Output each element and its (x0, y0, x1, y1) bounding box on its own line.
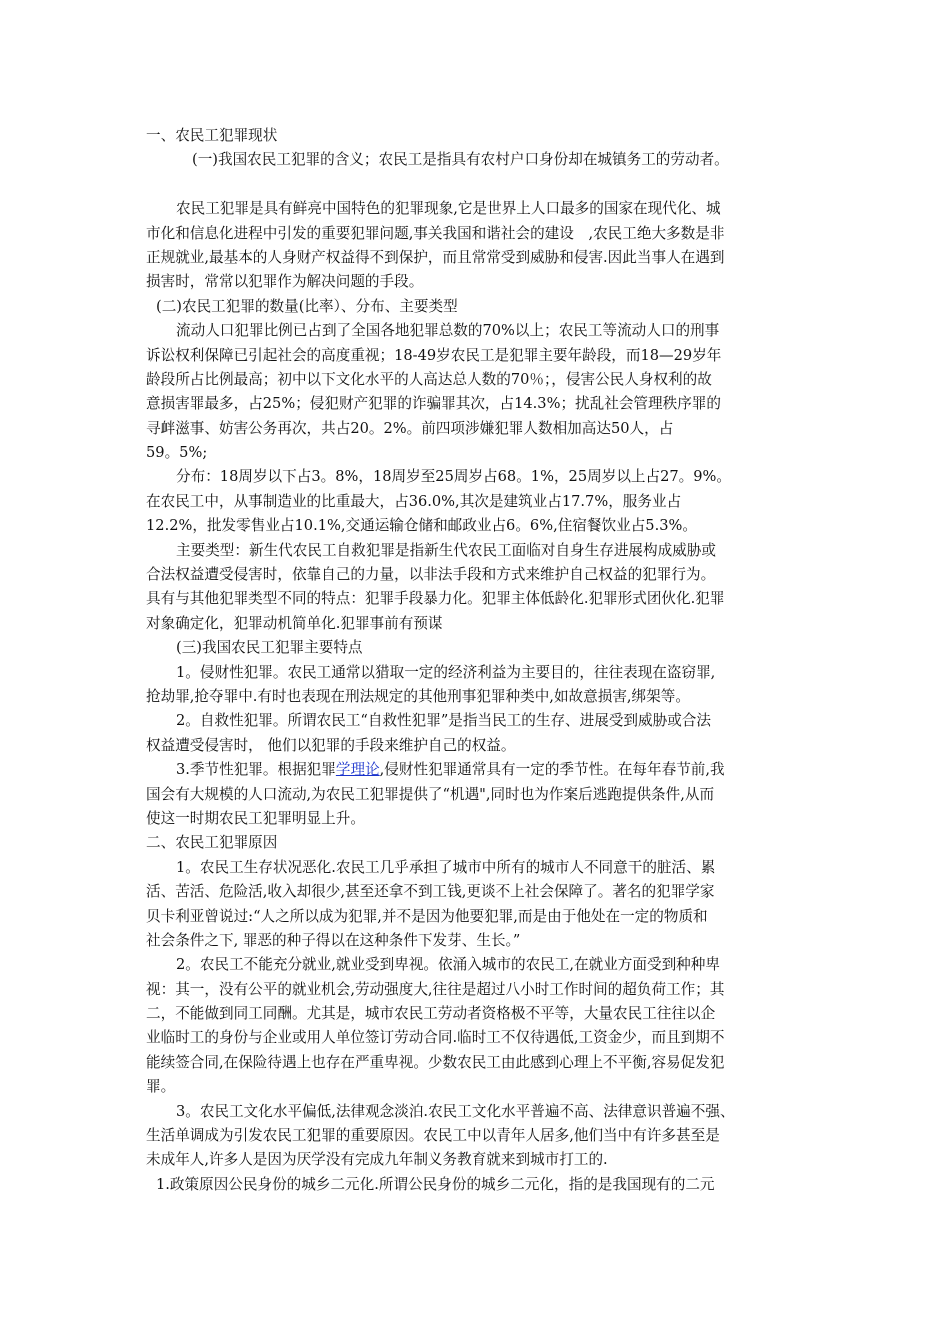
text-line: 未成年人,许多人是因为厌学没有完成九年制义务教育就来到城市打工的. (146, 1151, 608, 1169)
text-line: 2。自救性犯罪。所谓农民工“自救性犯罪”是指当民工的生存、进展受到威胁或合法 (176, 712, 711, 730)
text-line: 主要类型：新生代农民工自救犯罪是指新生代农民工面临对自身生存进展构成威胁或 (176, 541, 716, 559)
text-line: 1.政策原因公民身份的城乡二元化.所谓公民身份的城乡二元化，指的是我国现有的二元 (156, 1175, 715, 1193)
text-line: 诉讼权利保障已引起社会的高度重视；18-49岁农民工是犯罪主要年龄段，而18—29岁年 (146, 346, 722, 364)
blank-line (146, 173, 814, 197)
text-line: 罪。 (146, 1078, 176, 1096)
text-line: 二，不能做到同工同酬。尤其是，城市农民工劳动者资格极不平等，大量农民工往往以企 (146, 1005, 716, 1023)
text-line (146, 758, 814, 782)
text-line: 农民工犯罪是具有鲜亮中国特色的犯罪现象,它是世界上人口最多的国家在现代化、城 (176, 200, 721, 218)
text-line: 流动人口犯罪比例已占到了全国各地犯罪总数的70%以上；农民工等流动人口的刑事 (176, 322, 720, 340)
text-line: 生活单调成为引发农民工犯罪的重要原因。农民工中以青年人居多,他们当中有许多甚至是 (146, 1127, 720, 1145)
text-line: 2。农民工不能充分就业,就业受到卑视。依涌入城市的农民工,在就业方面受到种种卑 (176, 956, 720, 974)
text-line: 市化和信息化进程中引发的重要犯罪问题,事关我国和谐社会的建设 ,农民工绝大多数是非 (146, 224, 725, 242)
text-line: 1。侵财性犯罪。农民工通常以猎取一定的经济利益为主要目的，往往表现在盗窃罪, (176, 663, 716, 681)
text-line: 使这一时期农民工犯罪明显上升。 (146, 809, 365, 827)
document-body (146, 124, 814, 1197)
inline-link[interactable]: 学理论 (335, 761, 380, 779)
text-line: 正规就业,最基本的人身财产权益得不到保护，而且常常受到威胁和侵害.因此当事人在遇到 (146, 248, 725, 266)
text-line: 抢劫罪,抢夺罪中.有时也表现在刑法规定的其他刑事犯罪种类中,如故意损害,绑架等。 (146, 687, 690, 705)
text-line: 视：其一，没有公平的就业机会,劳动强度大,往往是超过八小时工作时间的超负荷工作；其 (146, 980, 725, 998)
text-line: 社会条件之下, 罪恶的种子得以在这种条件下发芽、生长。” (146, 931, 521, 949)
text-line: (一)我国农民工犯罪的含义；农民工是指具有农村户口身份却在城镇务工的劳动者。 (192, 151, 729, 169)
text-line: 在农民工中，从事制造业的比重最大，占36.0%,其次是建筑业占17.7%，服务业占 (146, 492, 682, 510)
text-line: 12.2%，批发零售业占10.1%,交通运输仓储和邮政业占6。6%,住宿餐饮业占5.3%。 (146, 517, 697, 535)
text-line: 寻衅滋事、妨害公务再次，共占20。2%。前四项涉嫌犯罪人数相加高达50人，占 (146, 419, 674, 437)
text-line: 业临时工的身份与企业或用人单位签订劳动合同.临时工不仅待遇低,工资金少，而且到期不 (146, 1029, 725, 1047)
text-line: 59。5%; (146, 444, 208, 462)
text-line: 国会有大规模的人口流动,为农民工犯罪提供了“机遇",同时也为作案后逃跑提供条件,从而 (146, 785, 715, 803)
text-line: 分布：18周岁以下占3。8%，18周岁至25周岁占68。1%，25周岁以上占27。9%。 (176, 468, 732, 486)
text-line: 1。农民工生存状况恶化.农民工几乎承担了城市中所有的城市人不同意干的脏活、累 (176, 858, 716, 876)
text-line: 损害时，常常以犯罪作为解决问题的手段。 (146, 273, 424, 291)
text-line: 对象确定化，犯罪动机简单化.犯罪事前有预谋 (146, 614, 443, 632)
text-line: 活、苦活、危险活,收入却很少,甚至还拿不到工钱,更谈不上社会保障了。著名的犯罪学家 (146, 883, 715, 901)
text-line: 一、农民工犯罪现状 (146, 127, 278, 144)
text-line: 意损害罪最多，占25%；侵犯财产犯罪的诈骗罪其次，占14.3%；扰乱社会管理秩序罪的 (146, 395, 721, 413)
text-line: 具有与其他犯罪类型不同的特点：犯罪手段暴力化。犯罪主体低龄化.犯罪形式团伙化.犯罪 (146, 590, 725, 608)
text-line: 合法权益遭受侵害时，依靠自己的力量，以非法手段和方式来维护自己权益的犯罪行为。 (146, 566, 716, 584)
text-line: (二)农民工犯罪的数量(比率）、分布、主要类型 (156, 297, 458, 315)
text-line: 贝卡利亚曾说过:“人之所以成为犯罪,并不是因为他要犯罪,而是由于他处在一定的物质和 (146, 907, 708, 925)
text-line: 能续签合同,在保险待遇上也存在严重卑视。少数农民工由此感到心理上不平衡,容易促发犯 (146, 1053, 725, 1071)
text-line: 权益遭受侵害时， 他们以犯罪的手段来维护自己的权益。 (146, 736, 516, 754)
text-line: (三)我国农民工犯罪主要特点 (176, 639, 363, 657)
line-post: ,侵财性犯罪通常具有一定的季节性。在每年春节前,我 (379, 761, 725, 779)
text-line: 二、农民工犯罪原因 (146, 834, 278, 852)
text-line: 龄段所占比例最高；初中以下文化水平的人高达总人数的70％；，侵害公民人身权利的故 (146, 370, 712, 388)
line-pre: 3.季节性犯罪。根据犯罪 (176, 761, 336, 779)
text-line: 3。农民工文化水平偏低,法律观念淡泊.农民工文化水平普遍不高、法律意识普遍不强、 (176, 1102, 735, 1120)
